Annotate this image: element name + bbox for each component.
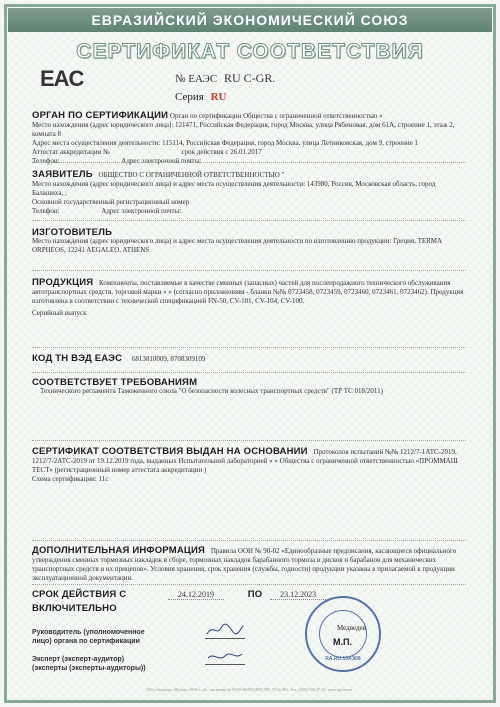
divider — [32, 347, 466, 348]
tnved-section — [32, 354, 466, 364]
validity-from: 24.12.2019 — [168, 590, 224, 600]
stamp-inner-ring — [319, 610, 367, 658]
expert-label-line2: (эксперты (эксперты-аудиторы)) — [32, 665, 146, 672]
print-footer: ЗАО «Опцион», Москва, 2019 г., «Б», лицензия № 05-05-09/003 ФНС РФ. ТЗ № 301. Тел.: (495) 726-47-42, www.opcion.ru — [145, 687, 353, 692]
basis-section — [32, 447, 466, 484]
applicant-address: Место нахождения (адрес юридического лица) и адрес места осуществления деятельности: 143980, Россия, Московская область, город Балашиха, ; — [32, 180, 436, 197]
expert-signature — [205, 648, 245, 665]
validity-to: 23.12.2023 — [270, 590, 326, 600]
accreditation-label: Аттестат аккредитации № — [32, 148, 110, 156]
manufacturer-heading: ИЗГОТОВИТЕЛЬ — [32, 227, 113, 238]
union-banner: ЕВРАЗИЙСКИЙ ЭКОНОМИЧЕСКИЙ СОЮЗ — [8, 8, 492, 32]
expert-signature-block — [32, 655, 466, 673]
head-label-line2: лицо) органа по сертификации — [32, 638, 140, 645]
applicant-heading: ЗАЯВИТЕЛЬ — [32, 169, 93, 180]
manufacturer-address: Место нахождения (адрес юридического лица) и адрес места осуществления деятельности по изготовлению продукции: Греция, TERMA ORPHEOS, 12241 AEGALEO, ATHENS — [32, 237, 442, 254]
applicant-section — [32, 170, 466, 216]
product-section — [32, 278, 466, 318]
tnved-heading: КОД ТН ВЭД ЕАЭС — [32, 353, 123, 364]
stamp-code: RA.RU.10АЭ08 — [325, 656, 361, 662]
applicant-contacts — [32, 207, 466, 216]
additional-info-text: Правила ООН № 90-02 «Единообразные предписания, касающиеся официального утверждения сменных тормозных накладок в сборе, тормозных накладок барабанного тормоза и дисков и барабанов для механических транспортных средств и их прицепов». Условия хранения, срок хранения (службы, годности) продукции указаны в прилагаемой к продукции эксплуатационной документации. — [32, 547, 457, 582]
expert-label — [32, 655, 466, 673]
seria-value: RU — [210, 91, 227, 103]
basis-scheme: Схема сертификации: 11с — [32, 475, 109, 483]
product-description: Компоненты, поставляемые в качестве сменных (запасных) частей для послепродажного технического обслуживания автотранспортных средств, торговой марки « » (согласно приложениям - бланки №№ 0723458, 0723459, 0723460, 0723461, 0723462). Продукция изготовлена в соответствии с технической спецификацией FN-50, CV-101, CV-104, CV-100. — [32, 279, 464, 305]
seria-label: Серия — [175, 91, 204, 103]
validity-heading: СРОК ДЕЙСТВИЯ С — [32, 589, 127, 600]
signature-scribble-icon — [205, 648, 245, 664]
product-serial: Серийный выпуск — [32, 309, 87, 317]
certificate-number-value: RU С-GR. — [223, 71, 276, 85]
email-label: Адрес электронной почты: — [121, 157, 202, 165]
applicant-name: ОБЩЕСТВО С ОГРАНИЧЕННОЙ ОТВЕТСТВЕННОСТЬЮ " — [98, 171, 285, 179]
certification-body-name: Орган по сертификации Общества с ограниченной ответственностью « — [169, 112, 383, 120]
divider — [32, 540, 466, 541]
certification-body-legal-address: Место нахождения (адрес юридического лица): 121471, Российская Федерация, город Москва, улица Рябиновая, дом 61А, строение 1, этаж 2, комната 8 — [32, 121, 455, 138]
divider — [32, 440, 466, 441]
phone-label: Телефон: — [32, 157, 60, 165]
head-name: Медведев — [337, 624, 366, 632]
divider — [32, 162, 466, 163]
conformity-heading: СООТВЕТСТВУЕТ ТРЕБОВАНИЯМ — [32, 377, 198, 388]
divider — [32, 372, 466, 373]
organ-stamp — [305, 596, 381, 672]
validity-inclusive: ВКЛЮЧИТЕЛЬНО — [32, 603, 117, 614]
conformity-text: Технического регламента Таможенного союза "О безопасности колесных транспортных средств" (ТР ТС 018/2011) — [40, 387, 383, 395]
validity-section — [32, 590, 466, 613]
accreditation-line — [32, 148, 466, 157]
divider — [32, 270, 466, 271]
tnved-value: 6813810009, 8708309109 — [131, 355, 206, 363]
applicant-email-label: Адрес электронной почты: — [101, 207, 182, 215]
divider — [32, 220, 466, 221]
head-label-line1: Руководитель (уполномоченное — [32, 629, 145, 636]
head-label — [32, 628, 466, 646]
seal-place-label: М.П. — [333, 637, 352, 647]
certification-body-heading: ОРГАН ПО СЕРТИФИКАЦИИ — [32, 110, 169, 121]
basis-text: Протоколов испытаний №№ 1212/7-1АТС-2019, 1212/7-2АТС-2019 от 19.12.2019 года, выданных Испытательной лабораторией « » Общества с ограниченной ответственностью «ПРОММАШ ТЕСТ» (регистрационный номер аттестата аккредитации ) — [32, 448, 458, 474]
applicant-phone-label: Телефон: — [32, 207, 60, 215]
certification-body-section — [32, 111, 466, 166]
product-heading: ПРОДУКЦИЯ — [32, 277, 94, 288]
applicant-ogrn: Основной государственный регистрационный номер — [32, 198, 190, 206]
manufacturer-section — [32, 228, 466, 255]
expert-label-line1: Эксперт (эксперт-аудитор) — [32, 656, 125, 663]
head-signature-block — [32, 628, 466, 646]
validity-to-label: ПО — [247, 589, 263, 600]
additional-info-heading: ДОПОЛНИТЕЛЬНАЯ ИНФОРМАЦИЯ — [32, 545, 206, 556]
accreditation-validity: срок действия с 26.01.2017 — [181, 148, 262, 156]
signature-scribble-icon — [205, 622, 245, 638]
eac-logo: EAC — [40, 66, 84, 91]
basis-heading: СЕРТИФИКАТ СООТВЕТСТВИЯ ВЫДАН НА ОСНОВАНИИ — [32, 446, 308, 457]
divider — [32, 584, 466, 585]
head-signature — [205, 622, 245, 639]
conformity-section — [32, 378, 466, 396]
certificate-number-label: № ЕАЭС — [175, 73, 218, 85]
certification-body-activity-address: Адрес места осуществления деятельности: 115114, Российская Федерация, город Москва, улица Летниковская, дом 9, строение 1 — [32, 139, 418, 147]
additional-info-section — [32, 546, 466, 583]
certificate-number — [175, 71, 275, 86]
certificate-seria — [175, 91, 226, 103]
certificate-title: СЕРТИФИКАТ СООТВЕТСТВИЯ — [76, 40, 424, 63]
